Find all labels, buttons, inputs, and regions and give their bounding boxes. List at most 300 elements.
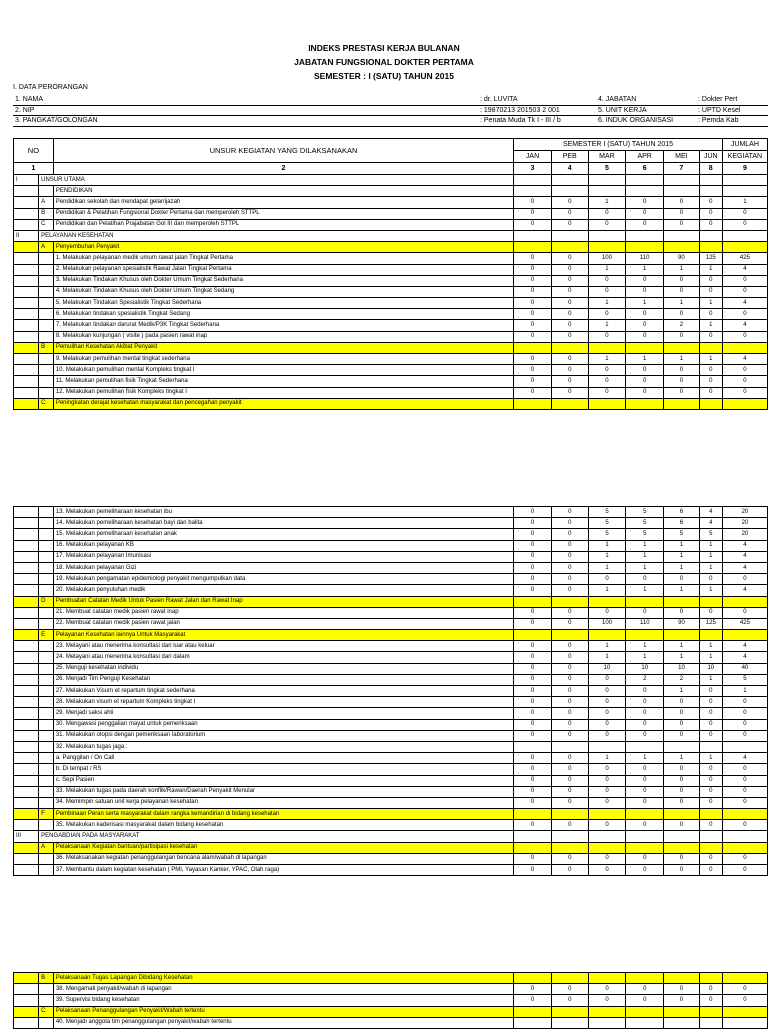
row-total-value: 0	[722, 995, 767, 1006]
row-month-value: 0	[626, 865, 664, 876]
row-total-value	[722, 242, 767, 253]
row-activity: 13. Melakukan pemeliharaan kesehatan ibu	[53, 507, 513, 518]
row-roman	[14, 574, 39, 585]
personal-l1: 1. NAMA	[13, 95, 478, 105]
table-row	[14, 197, 768, 208]
row-total-value: 0	[722, 730, 767, 741]
row-month-value: 1	[588, 641, 626, 652]
personal-row	[13, 95, 768, 105]
row-month-value: 0	[551, 551, 588, 562]
table-row	[14, 607, 768, 618]
row-letter	[39, 865, 54, 876]
row-roman	[14, 298, 39, 309]
personal-v1: : 19870213 201503 2 001	[478, 105, 596, 116]
month-header: APR	[626, 151, 664, 163]
row-total-value: 0	[722, 820, 767, 831]
personal-l1: 3. PANGKAT/GOLONGAN	[13, 116, 478, 127]
row-month-value: 1	[664, 753, 700, 764]
row-month-value	[588, 342, 626, 353]
row-activity: 28. Melakukan visum et repartum Kompleks tingkat I	[53, 697, 513, 708]
row-month-value: 0	[588, 820, 626, 831]
table-row	[14, 730, 768, 741]
table-row	[14, 354, 768, 365]
row-month-value: 0	[551, 764, 588, 775]
row-activity: 3. Melakukan Tindakan Khusus oleh Dokter Umum Tingkat Sederhana	[53, 275, 513, 286]
row-activity: 4. Melakukan Tindakan Khusus oleh Dokter Umum Tingkat Sedang	[53, 286, 513, 297]
row-activity: 10. Melakukan pemulihan mental Kompleks tingkat I	[53, 365, 513, 376]
row-activity: 39. Supervisi bidang kesehatan	[53, 995, 513, 1006]
row-activity: 29. Menjadi saksi ahli	[53, 708, 513, 719]
table-row	[14, 298, 768, 309]
table-row	[14, 562, 768, 573]
row-month-value: 0	[664, 865, 700, 876]
row-month-value: 0	[514, 607, 552, 618]
row-letter	[39, 540, 54, 551]
row-month-value	[626, 596, 664, 607]
row-month-value	[699, 342, 722, 353]
row-roman	[14, 865, 39, 876]
row-month-value	[699, 1017, 722, 1028]
row-month-value	[626, 1006, 664, 1017]
row-activity: 2. Melakukan pelayanan spesialistik Rawat Jalan Tingkat Pertama	[53, 264, 513, 275]
personal-v2: : UPTD Kesel	[696, 105, 768, 116]
row-month-value: 0	[514, 697, 552, 708]
row-month-value: 0	[699, 309, 722, 320]
row-month-value: 0	[588, 697, 626, 708]
row-roman	[14, 529, 39, 540]
row-value	[722, 175, 767, 186]
activity-table-page-2	[13, 506, 768, 876]
row-month-value	[699, 186, 722, 197]
row-month-value: 0	[514, 275, 552, 286]
row-month-value	[514, 630, 552, 641]
row-letter	[39, 741, 54, 752]
row-month-value: 0	[626, 708, 664, 719]
row-letter: B	[39, 208, 54, 219]
row-activity: 8. Melakukan kunjungan ( visite ) pada pasien rawat inap	[53, 331, 513, 342]
row-month-value: 0	[551, 753, 588, 764]
row-month-value	[699, 242, 722, 253]
row-month-value: 0	[664, 197, 700, 208]
row-month-value	[551, 630, 588, 641]
month-header: PEB	[551, 151, 588, 163]
row-activity: b. Di tempat / RS	[53, 764, 513, 775]
row-month-value: 0	[664, 376, 700, 387]
row-month-value	[626, 809, 664, 820]
row-month-value	[514, 1006, 552, 1017]
row-month-value	[514, 342, 552, 353]
row-total-value: 0	[722, 275, 767, 286]
row-roman: III	[14, 831, 39, 842]
row-letter	[39, 264, 54, 275]
row-letter: C	[39, 1006, 54, 1017]
row-month-value: 0	[626, 607, 664, 618]
row-month-value: 0	[514, 719, 552, 730]
row-month-value: 0	[699, 208, 722, 219]
row-month-value: 0	[551, 298, 588, 309]
row-month-value: 1	[588, 197, 626, 208]
row-month-value: 0	[514, 309, 552, 320]
row-month-value	[551, 973, 588, 984]
table-row	[14, 641, 768, 652]
row-total-value: 1	[722, 197, 767, 208]
row-month-value: 0	[551, 529, 588, 540]
row-roman	[14, 652, 39, 663]
row-month-value	[514, 809, 552, 820]
row-month-value: 4	[699, 518, 722, 529]
row-month-value: 0	[664, 697, 700, 708]
row-roman	[14, 730, 39, 741]
row-total-value: 1	[722, 686, 767, 697]
row-letter	[39, 562, 54, 573]
row-month-value: 0	[551, 995, 588, 1006]
row-month-value: 10	[626, 663, 664, 674]
row-month-value	[551, 242, 588, 253]
row-month-value: 1	[699, 674, 722, 685]
row-month-value: 0	[588, 219, 626, 230]
row-value	[626, 175, 664, 186]
row-month-value: 0	[514, 197, 552, 208]
row-month-value: 0	[664, 286, 700, 297]
row-roman	[14, 820, 39, 831]
row-month-value: 0	[699, 387, 722, 398]
row-total-value: 20	[722, 529, 767, 540]
table-row	[14, 674, 768, 685]
jumlah-header-1: JUMLAH	[722, 139, 767, 151]
table-row	[14, 219, 768, 230]
row-month-value: 0	[551, 708, 588, 719]
row-month-value: 0	[551, 618, 588, 629]
row-activity: 22. Membuat catatan medik pasien rawat jalan	[53, 618, 513, 629]
row-month-value: 0	[664, 219, 700, 230]
col-number: 7	[664, 163, 700, 175]
row-roman: II	[14, 230, 39, 241]
row-month-value: 0	[664, 719, 700, 730]
table-row	[14, 507, 768, 518]
row-activity: Pelaksanaan Tugas Lapangan Dibidang Kesehatan	[53, 973, 513, 984]
row-total-value: 4	[722, 641, 767, 652]
row-total-value: 20	[722, 507, 767, 518]
row-month-value	[514, 741, 552, 752]
row-month-value: 0	[664, 208, 700, 219]
row-section-title: PELAYANAN KESEHATAN	[39, 230, 514, 241]
row-month-value: 10	[699, 663, 722, 674]
table-row	[14, 230, 768, 241]
row-month-value: 1	[588, 320, 626, 331]
row-month-value: 100	[588, 253, 626, 264]
row-roman	[14, 708, 39, 719]
row-letter	[39, 275, 54, 286]
row-month-value: 0	[699, 995, 722, 1006]
table-row	[14, 697, 768, 708]
row-activity: 19. Melakukan pengamatan epidemiologi penyakit mengumpulkan data	[53, 574, 513, 585]
row-letter	[39, 585, 54, 596]
personal-row	[13, 105, 768, 116]
table-row	[14, 186, 768, 197]
row-month-value: 1	[664, 686, 700, 697]
month-header: MEI	[664, 151, 700, 163]
row-roman	[14, 365, 39, 376]
row-month-value: 0	[551, 574, 588, 585]
row-month-value	[588, 809, 626, 820]
personal-l2: 5. UNIT KERJA	[596, 105, 696, 116]
row-month-value	[588, 741, 626, 752]
row-month-value: 0	[626, 853, 664, 864]
table-row	[14, 253, 768, 264]
row-month-value: 0	[551, 540, 588, 551]
row-roman	[14, 518, 39, 529]
row-month-value	[588, 596, 626, 607]
row-letter	[39, 1017, 54, 1028]
row-month-value: 0	[514, 820, 552, 831]
row-month-value: 0	[664, 995, 700, 1006]
row-month-value: 0	[588, 686, 626, 697]
table-row	[14, 518, 768, 529]
row-roman	[14, 663, 39, 674]
row-month-value: 0	[551, 674, 588, 685]
row-month-value	[626, 741, 664, 752]
row-month-value: 0	[514, 730, 552, 741]
row-total-value: 0	[722, 331, 767, 342]
row-month-value: 5	[664, 529, 700, 540]
row-month-value: 0	[588, 984, 626, 995]
row-month-value: 2	[664, 320, 700, 331]
row-month-value	[626, 842, 664, 853]
row-activity: 11. Melakukan pemulihan fisik Tingkat Sederhana	[53, 376, 513, 387]
table-row	[14, 741, 768, 752]
row-month-value: 0	[514, 786, 552, 797]
row-month-value: 0	[626, 574, 664, 585]
table-row	[14, 551, 768, 562]
row-roman	[14, 984, 39, 995]
table-row	[14, 320, 768, 331]
row-month-value: 5	[626, 507, 664, 518]
row-month-value	[664, 596, 700, 607]
row-month-value: 1	[664, 354, 700, 365]
row-activity: 1. Melakukan pelayanan medik umum rawat jalan Tingkat Pertama	[53, 253, 513, 264]
row-month-value: 0	[626, 797, 664, 808]
personal-l2: 4. JABATAN	[596, 95, 696, 105]
row-month-value: 0	[588, 275, 626, 286]
row-letter	[39, 253, 54, 264]
row-month-value: 0	[514, 354, 552, 365]
personal-section-title: I. DATA PERORANGAN	[13, 84, 88, 91]
row-total-value: 4	[722, 753, 767, 764]
row-month-value: 0	[588, 730, 626, 741]
row-total-value: 4	[722, 540, 767, 551]
row-total-value: 4	[722, 652, 767, 663]
row-month-value: 1	[664, 540, 700, 551]
row-month-value: 1	[699, 540, 722, 551]
col-unsur-header: UNSUR KEGIATAN YANG DILAKSANAKAN	[53, 139, 513, 163]
row-month-value: 1	[626, 753, 664, 764]
row-month-value: 6	[664, 518, 700, 529]
table-row	[14, 618, 768, 629]
row-activity: 18. Melakukan pelayanan Gizi	[53, 562, 513, 573]
row-total-value: 0	[722, 775, 767, 786]
row-activity: 40. Menjadi anggota tim penanggulangan penyakit/wabah tertentu	[53, 1017, 513, 1028]
row-month-value: 0	[514, 641, 552, 652]
row-month-value: 0	[551, 365, 588, 376]
row-value	[664, 230, 700, 241]
row-letter	[39, 286, 54, 297]
row-month-value	[551, 342, 588, 353]
row-month-value: 1	[664, 585, 700, 596]
row-letter: A	[39, 197, 54, 208]
row-month-value	[699, 630, 722, 641]
row-letter: B	[39, 342, 54, 353]
row-month-value: 0	[514, 298, 552, 309]
row-value	[514, 175, 552, 186]
row-roman	[14, 242, 39, 253]
jumlah-header-2: KEGIATAN	[722, 151, 767, 163]
row-month-value: 0	[514, 753, 552, 764]
row-month-value	[588, 398, 626, 409]
row-activity: 33. Melakukan tugas pada daerah konflik/Rawan/Daerah Penyakit Menular	[53, 786, 513, 797]
row-activity: 26. Menjadi Tim Penguji Kesehatan	[53, 674, 513, 685]
row-roman	[14, 507, 39, 518]
row-letter: A	[39, 242, 54, 253]
row-month-value: 0	[514, 562, 552, 573]
table-row	[14, 309, 768, 320]
month-header: JUN	[699, 151, 722, 163]
row-total-value: 0	[722, 865, 767, 876]
row-month-value: 0	[551, 775, 588, 786]
row-month-value	[551, 741, 588, 752]
row-roman	[14, 219, 39, 230]
row-month-value	[588, 973, 626, 984]
row-month-value: 1	[588, 652, 626, 663]
row-roman	[14, 286, 39, 297]
row-month-value: 1	[588, 585, 626, 596]
row-activity: 37. Membantu dalam kegiatan kesehatan ( PMI, Yayasan Kanker, YPAC, Olah raga)	[53, 865, 513, 876]
month-header: MAR	[588, 151, 626, 163]
row-activity: 15. Melakukan pemeliharaan kesehatan anak	[53, 529, 513, 540]
row-month-value: 0	[514, 529, 552, 540]
row-roman	[14, 842, 39, 853]
table-row	[14, 398, 768, 409]
row-month-value	[664, 186, 700, 197]
row-month-value: 1	[699, 264, 722, 275]
row-month-value	[514, 596, 552, 607]
row-letter	[39, 365, 54, 376]
table-row	[14, 1006, 768, 1017]
row-activity: 32. Melakukan tugas jaga :	[53, 741, 513, 752]
row-month-value: 0	[514, 865, 552, 876]
row-month-value	[664, 842, 700, 853]
row-month-value: 0	[626, 197, 664, 208]
row-month-value: 0	[551, 686, 588, 697]
row-letter	[39, 320, 54, 331]
row-value	[626, 831, 664, 842]
row-month-value: 0	[514, 775, 552, 786]
row-month-value: 5	[588, 507, 626, 518]
row-month-value: 2	[626, 674, 664, 685]
row-month-value: 1	[699, 354, 722, 365]
row-month-value: 0	[588, 775, 626, 786]
row-month-value: 0	[588, 786, 626, 797]
table-row	[14, 686, 768, 697]
row-month-value: 0	[699, 376, 722, 387]
row-activity: Pendidikan dan Pelatihan Prajabatan Gol III dan memperoleh STTPL	[53, 219, 513, 230]
row-total-value	[722, 398, 767, 409]
row-month-value: 0	[551, 376, 588, 387]
row-activity: 27. Melakukan Visum et repartum tingkat sederhana	[53, 686, 513, 697]
row-month-value: 0	[626, 275, 664, 286]
row-month-value: 1	[626, 298, 664, 309]
col-number-2: 2	[53, 163, 513, 175]
row-roman	[14, 674, 39, 685]
row-letter: A	[39, 842, 54, 853]
row-month-value: 0	[514, 331, 552, 342]
row-roman	[14, 853, 39, 864]
row-roman	[14, 786, 39, 797]
row-letter	[39, 387, 54, 398]
row-activity: 7. Melakukan tindakan darurat Medik/P3K Tingkat Sederhana	[53, 320, 513, 331]
row-month-value: 0	[626, 365, 664, 376]
row-total-value: 0	[722, 365, 767, 376]
row-letter: D	[39, 596, 54, 607]
row-month-value: 0	[588, 208, 626, 219]
row-month-value	[626, 186, 664, 197]
row-roman	[14, 562, 39, 573]
row-month-value: 0	[699, 697, 722, 708]
row-month-value	[664, 1006, 700, 1017]
row-month-value: 0	[514, 540, 552, 551]
row-total-value: 0	[722, 574, 767, 585]
row-month-value: 0	[588, 376, 626, 387]
row-activity: Pembinaan Peran serta masyarakat dalam rangka kemandirian di bidang kesehatan	[53, 809, 513, 820]
row-section-title: UNSUR UTAMA	[39, 175, 514, 186]
row-month-value	[626, 242, 664, 253]
row-roman	[14, 686, 39, 697]
row-total-value	[722, 973, 767, 984]
row-month-value: 0	[588, 719, 626, 730]
row-month-value: 0	[626, 387, 664, 398]
row-month-value	[699, 596, 722, 607]
row-month-value: 0	[514, 264, 552, 275]
table-row	[14, 663, 768, 674]
row-month-value: 0	[551, 797, 588, 808]
row-letter	[39, 663, 54, 674]
row-activity: Pembuatan Catatan Medik Untuk Pasien Rawat Jalan dan Rawat Inap	[53, 596, 513, 607]
table-row	[14, 797, 768, 808]
table-row	[14, 175, 768, 186]
row-total-value: 0	[722, 697, 767, 708]
row-month-value: 0	[664, 331, 700, 342]
row-roman	[14, 264, 39, 275]
row-month-value: 0	[551, 208, 588, 219]
row-roman	[14, 1017, 39, 1028]
row-month-value: 5	[699, 529, 722, 540]
row-month-value: 0	[664, 797, 700, 808]
row-month-value: 0	[514, 376, 552, 387]
row-roman	[14, 641, 39, 652]
row-roman	[14, 197, 39, 208]
row-month-value: 0	[664, 853, 700, 864]
personal-v1: : Penata Muda Tk I - III / b	[478, 116, 596, 127]
row-month-value: 0	[514, 797, 552, 808]
row-month-value: 0	[664, 574, 700, 585]
row-month-value: 0	[514, 551, 552, 562]
row-month-value: 1	[626, 264, 664, 275]
row-activity: Pendidikan & Pelatihan Fungsional Dokter Pertama dan memperoleh STTPL	[53, 208, 513, 219]
row-month-value: 0	[588, 387, 626, 398]
row-letter	[39, 376, 54, 387]
row-month-value	[699, 741, 722, 752]
table-row	[14, 540, 768, 551]
row-month-value: 0	[664, 820, 700, 831]
